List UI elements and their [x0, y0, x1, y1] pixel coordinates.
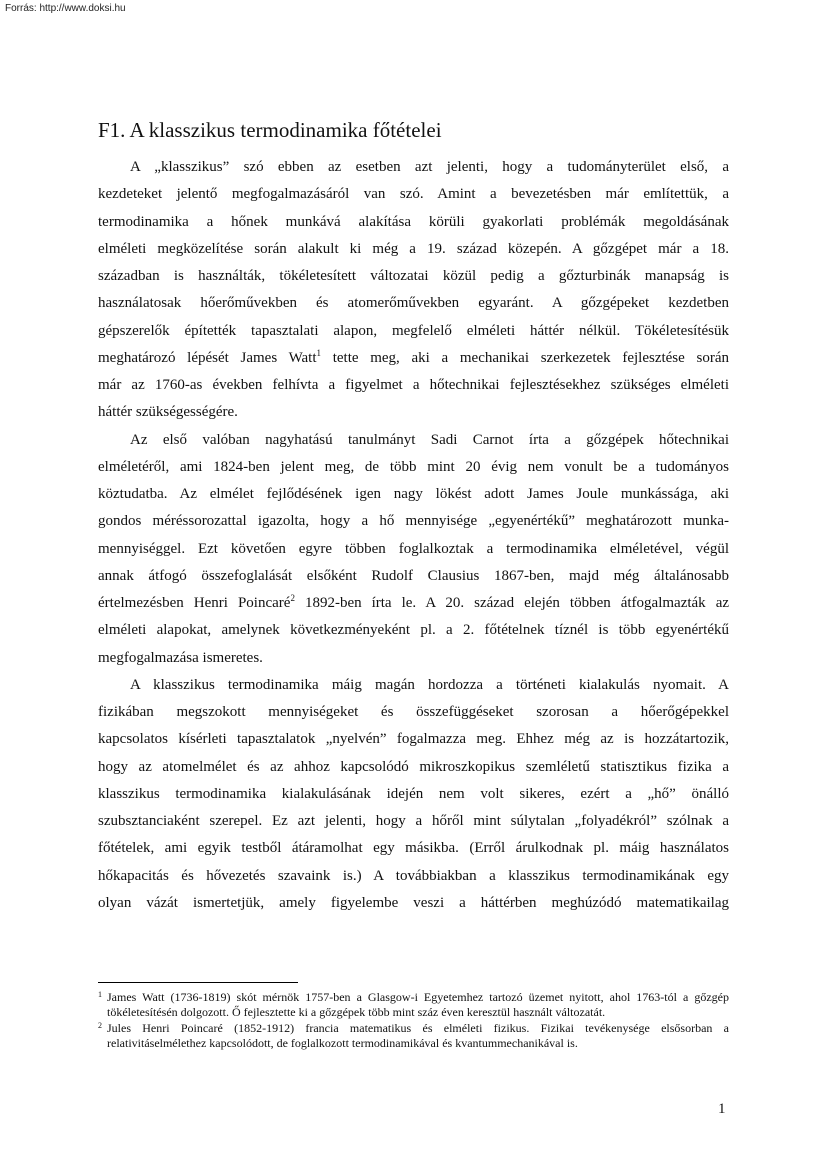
- paragraph-1: [98, 154, 729, 427]
- text-line: hogy az atomelmélet és az ahhoz kapcsolódó mikroszkopikus szemléletű statisztikus fizika a: [98, 758, 729, 775]
- page-title: F1. A klasszikus termodinamika főtételei: [98, 118, 442, 142]
- footnote-mark: 1: [98, 990, 102, 999]
- text-line: olyan vázát ismertetjük, amely figyelembe veszi a háttérben meghúzódó matematikailag: [98, 894, 729, 911]
- text-run: értelmezésben Henri Poincaré: [98, 595, 291, 611]
- page-number: 1: [718, 1101, 726, 1117]
- text-line: köztudatba. Az elmélet fejlődésének igen nagy lökést adott James Joule munkássága, aki: [98, 486, 729, 502]
- text-line: [98, 345, 729, 372]
- text-line: kezdeteket jelentő megfogalmazásáról van szó. Amint a bevezetésben már említettük, a: [98, 186, 729, 203]
- text-line: elméleti megközelítése során alakult ki még a 19. század közepén. A gőzgépet már a 18.: [98, 240, 729, 257]
- footnote-ref-2[interactable]: 2: [290, 593, 295, 603]
- paragraph-2: [98, 427, 729, 672]
- text-line: A „klasszikus” szó ebben az esetben azt jelenti, hogy a tudományterület első, a: [130, 159, 729, 175]
- paragraph-3: [98, 672, 729, 917]
- text-line: annak átfogó összefoglalását elsőként Rudolf Clausius 1867-ben, majd még általánosabb: [98, 567, 729, 584]
- text-line: fizikában megszokott mennyiségeket és összefüggéseket szorosan a hőerőgépekkel: [98, 704, 729, 720]
- source-link[interactable]: Forrás: http://www.doksi.hu: [5, 3, 126, 14]
- footnote-mark: 2: [98, 1021, 102, 1030]
- text-run: tette meg, aki a mechanikai szerkezetek fejlesztése során: [321, 349, 729, 366]
- text-line: használatosak hőerőművekben és atomerőművekben egyaránt. A gőzgépeket kezdetben: [98, 295, 729, 312]
- text-line: már az 1760-as években felhívta a figyelmet a hőtechnikai fejlesztésekhez szükséges elméleti: [98, 377, 729, 393]
- text-line: gondos méréssorozattal igazolta, hogy a hő mennyisége „egyenértékű” meghatározott munka-: [98, 513, 729, 530]
- footnote-text: James Watt (1736-1819) skót mérnök 1757-ben a Glasgow-i Egyetemhez tartozó üzemet nyitott, ahol 1763-tól a gőzgép tökéletesítésén dolgozott. Ő fejlesztette ki a gőzgépek több mint száz éven keresztül használt változatát.: [107, 990, 729, 1019]
- footnote-separator: [98, 982, 298, 983]
- footnote-2: [98, 1021, 729, 1051]
- text-line: [98, 590, 729, 617]
- text-line: hőkapacitás és hővezetés szavaink is.) A továbbiakban a klasszikus termodinamikának egy: [98, 867, 729, 884]
- text-line: háttér szükségességére.: [98, 404, 238, 421]
- text-run: meghatározó lépését James Watt: [98, 349, 317, 366]
- text-line: klasszikus termodinamika kialakulásának idején nem volt sikeres, ezért a „hő” önálló: [98, 785, 729, 802]
- body-text: [98, 154, 729, 917]
- text-line: megfogalmazása ismeretes.: [98, 649, 263, 666]
- text-line: szubsztanciaként szerepel. Ez azt jelenti, hogy a hőről mint súlytalan „folyadékról” szólnak a: [98, 813, 729, 829]
- text-line: gépszerelők építették tapasztalati alapon, megfelelő elméleti háttér nélkül. Tökéletesítésük: [98, 322, 729, 339]
- text-line: században is használták, tökéletesített változatai közül pedig a gőzturbinák manapság is: [98, 268, 729, 284]
- text-line: kapcsolatos kísérleti tapasztalatok „nyelvén” fogalmazza meg. Ehhez még az is hozzátartozik,: [98, 731, 729, 748]
- text-line: elméleti alapokat, amelynek következményeként pl. a 2. főtételnek tíznél is több egyenértékű: [98, 622, 729, 639]
- footnote-text: Jules Henri Poincaré (1852-1912) francia matematikus és elméleti fizikus. Fizikai tevékenysége elsősorban a relativitáselmélethez kapcsolódott, de foglalkozott termodinamikával és kvantummechanikával is.: [107, 1021, 729, 1050]
- text-line: termodinamika a hőnek munkává alakítása körüli gyakorlati problémák megoldásának: [98, 213, 729, 230]
- text-line: Az első valóban nagyhatású tanulmányt Sadi Carnot írta a gőzgépek hőtechnikai: [130, 431, 729, 448]
- text-line: elméletéről, ami 1824-ben jelent meg, de több mint 20 évig nem vonult be a tudományos: [98, 458, 729, 475]
- footnote-1: [98, 990, 729, 1020]
- text-line: A klasszikus termodinamika máig magán hordozza a történeti kialakulás nyomait. A: [130, 676, 729, 693]
- footnotes: [98, 990, 729, 1052]
- text-run: 1892-ben írta le. A 20. század elején többen átfogalmazták az: [294, 595, 730, 611]
- text-line: mennyiséggel. Ezt követően egyre többen foglalkoztak a termodinamika elméletével, végül: [98, 540, 729, 557]
- footnote-ref-1[interactable]: 1: [316, 347, 322, 358]
- text-line: főtételek, ami egyik testből átáramolhat egy másikba. (Erről árulkodnak pl. máig használatos: [98, 840, 729, 857]
